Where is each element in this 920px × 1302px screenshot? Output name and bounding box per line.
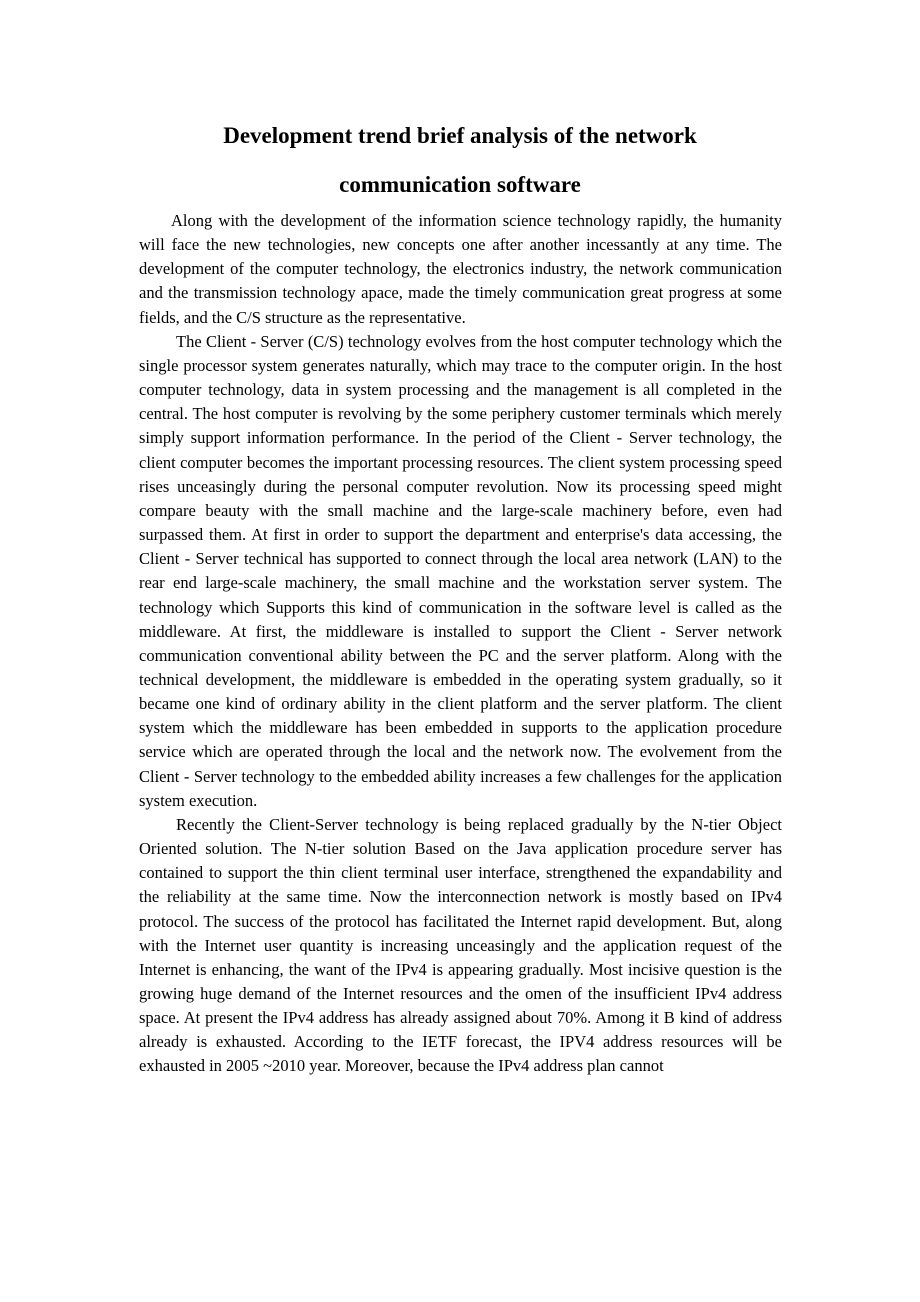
- document-title-line-2: communication software: [339, 172, 581, 197]
- document-body: [139, 209, 782, 1079]
- document-title-line-1: Development trend brief analysis of the network: [223, 123, 697, 148]
- paragraph-3: Recently the Client-Server technology is being replaced gradually by the N-tier Object Oriented solution. The N-tier solution Based on the Java application procedure server has contained to support the thin client terminal user interface, strengthened the expandability and the reliability at the same time. Now the interconnection network is mostly based on IPv4 protocol. The success of the protocol has facilitated the Internet rapid development. But, along with the Internet user quantity is increasing unceasingly and the application request of the Internet is enhancing, the want of the IPv4 is appearing gradually. Most incisive question is the growing huge demand of the Internet resources and the omen of the insufficient IPv4 address space. At present the IPv4 address has already assigned about 70%. Among it B kind of address already is exhausted. According to the IETF forecast, the IPV4 address resources will be exhausted in 2005 ~2010 year. Moreover, because the IPv4 address plan cannot: [139, 814, 782, 1076]
- paragraph-1: Along with the development of the information science technology rapidly, the humanity will face the new technologies, new concepts one after another incessantly at any time. The development of the computer technology, the electronics industry, the network communication and the transmission technology apace, made the timely communication great progress at some fields, and the C/S structure as the representative.: [139, 211, 782, 327]
- paragraph-2: The Client - Server (C/S) technology evolves from the host computer technology which the single processor system generates naturally, which may trace to the computer origin. In the host computer technology, data in system processing and the management is all completed in the central. The host computer is revolving by the some periphery customer terminals which merely simply support information performance. In the period of the Client - Server technology, the client computer becomes the important processing resources. The client system processing speed rises unceasingly during the personal computer revolution. Now its processing speed might compare beauty with the small machine and the large-scale machinery before, even had surpassed them. At first in order to support the department and enterprise's data accessing, the Client - Server technical has supported to connect through the local area network (LAN) to the rear end large-scale machinery, the small machine and the workstation server system. The technology which Supports this kind of communication in the software level is called as the middleware. At first, the middleware is installed to support the Client - Server network communication conventional ability between the PC and the server platform. Along with the technical development, the middleware is embedded in the operating system gradually, so it became one kind of ordinary ability in the client platform and the server platform. The client system which the middleware has been embedded in supports to the application procedure service which are operated through the local and the network now. The evolvement from the Client - Server technology to the embedded ability increases a few challenges for the application system execution.: [139, 331, 782, 810]
